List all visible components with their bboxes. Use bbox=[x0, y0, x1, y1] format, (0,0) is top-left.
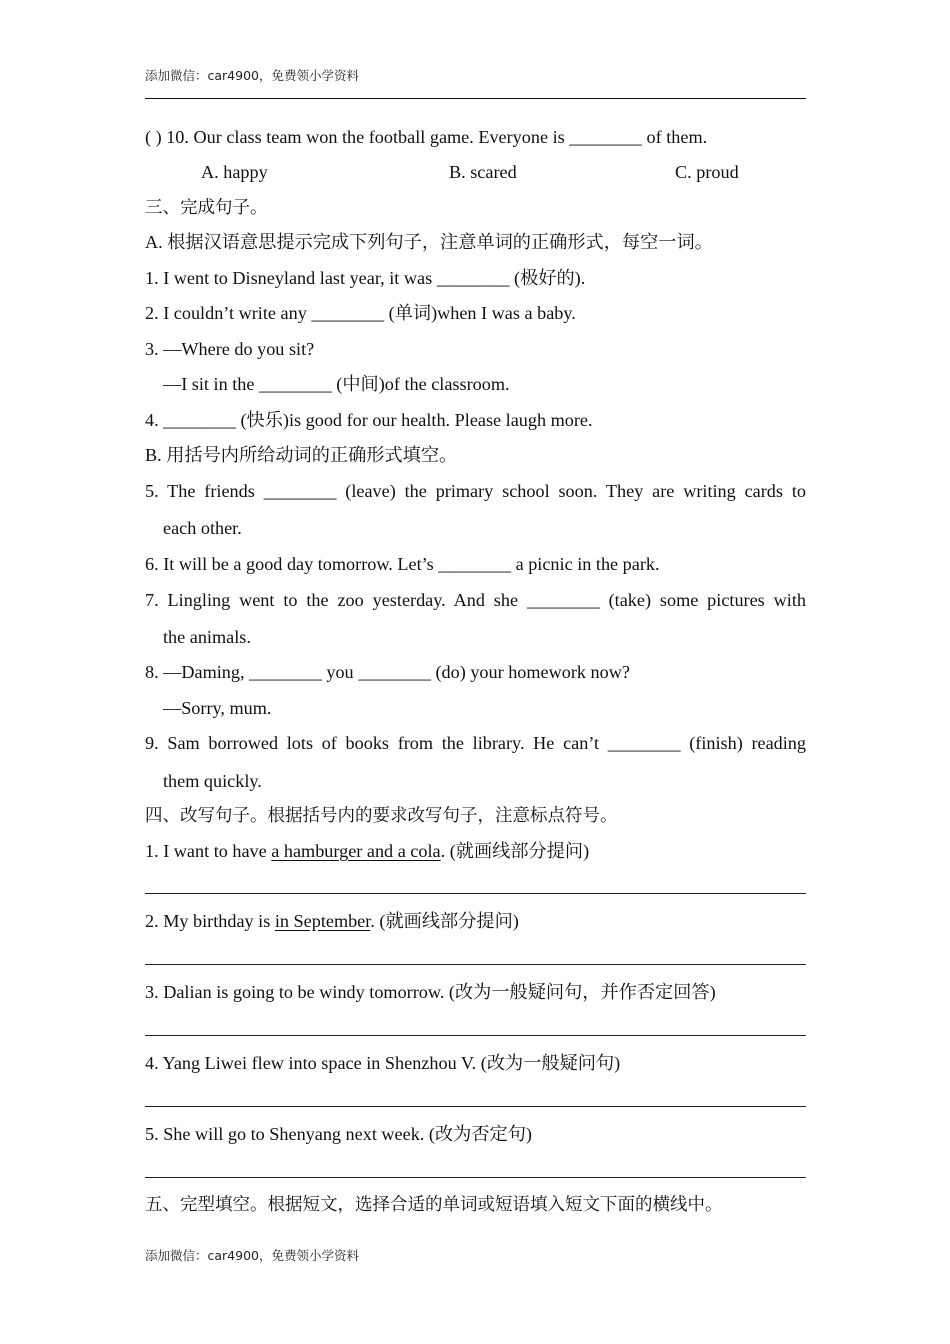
s3-question-3-ask: 3. —Where do you sit? bbox=[145, 339, 315, 359]
underlined-phrase: a hamburger and a cola bbox=[271, 841, 441, 861]
s3-question-8-ask: 8. —Daming, ________ you ________ (do) your homework now? bbox=[145, 662, 630, 682]
s3-question-6: 6. It will be a good day tomorrow. Let’s ________ a picnic in the park. bbox=[145, 554, 660, 574]
q10-option-c: C. proud bbox=[675, 162, 739, 182]
section-4-title: 四、改写句子。根据括号内的要求改写句子，注意标点符号。 bbox=[145, 806, 618, 826]
s3-question-3-reply: —I sit in the ________ (中间)of the classroom. bbox=[163, 374, 510, 394]
s3-question-1: 1. I went to Disneyland last year, it was ________ (极好的). bbox=[145, 268, 586, 288]
s3-question-9-line2: them quickly. bbox=[163, 771, 262, 791]
answer-line-2[interactable] bbox=[145, 964, 806, 965]
s3-question-9-line1: 9. Sam borrowed lots of books from the library. He can’t ________ (finish) reading bbox=[145, 733, 806, 753]
s3-question-7-line1: 7. Lingling went to the zoo yesterday. And she ________ (take) some pictures with bbox=[145, 590, 806, 610]
section-5-title: 五、完型填空。根据短文，选择合适的单词或短语填入短文下面的横线中。 bbox=[145, 1195, 723, 1215]
section-3-title: 三、完成句子。 bbox=[145, 198, 268, 218]
answer-line-3[interactable] bbox=[145, 1035, 806, 1036]
header-rule bbox=[145, 98, 806, 99]
s3-question-8-reply: —Sorry, mum. bbox=[163, 698, 272, 718]
answer-line-1[interactable] bbox=[145, 893, 806, 894]
s3-question-2: 2. I couldn’t write any ________ (单词)when I was a baby. bbox=[145, 303, 576, 323]
s3-question-5-line2: each other. bbox=[163, 518, 242, 538]
answer-line-4[interactable] bbox=[145, 1106, 806, 1107]
answer-line-5[interactable] bbox=[145, 1177, 806, 1178]
s4-question-3: 3. Dalian is going to be windy tomorrow. (改为一般疑问句，并作否定回答) bbox=[145, 982, 716, 1002]
underlined-phrase: in September bbox=[274, 911, 371, 931]
section-3b-instructions: B. 用括号内所给动词的正确形式填空。 bbox=[145, 445, 458, 465]
s4-question-2: 2. My birthday is in September. (就画线部分提问) bbox=[145, 911, 519, 931]
s4-question-1: 1. I want to have a hamburger and a cola. (就画线部分提问) bbox=[145, 841, 590, 861]
s3-question-5-line1: 5. The friends ________ (leave) the primary school soon. They are writing cards to bbox=[145, 481, 806, 501]
q10-option-a: A. happy bbox=[201, 162, 268, 182]
s3-question-7-line2: the animals. bbox=[163, 627, 251, 647]
s3-question-4: 4. ________ (快乐)is good for our health. Please laugh more. bbox=[145, 410, 593, 430]
q10-option-b: B. scared bbox=[449, 162, 517, 182]
s4-question-5: 5. She will go to Shenyang next week. (改为否定句) bbox=[145, 1124, 532, 1144]
s4-question-4: 4. Yang Liwei flew into space in Shenzhou V. (改为一般疑问句) bbox=[145, 1053, 621, 1073]
header-note: 添加微信：car4900，免费领小学资料 bbox=[145, 68, 359, 83]
footer-note: 添加微信：car4900，免费领小学资料 bbox=[145, 1248, 359, 1263]
section-3a-instructions: A. 根据汉语意思提示完成下列句子，注意单词的正确形式，每空一词。 bbox=[145, 232, 713, 252]
question-10-stem: ( ) 10. Our class team won the football game. Everyone is ________ of them. bbox=[145, 127, 708, 147]
